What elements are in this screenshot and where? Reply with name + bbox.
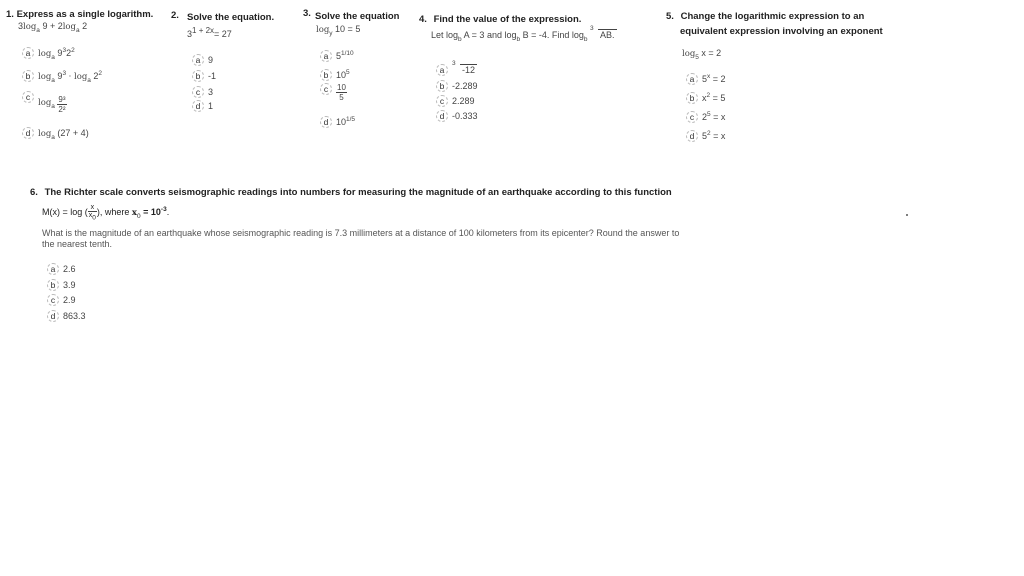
option-letter: d bbox=[320, 116, 332, 128]
option-letter: a bbox=[192, 54, 204, 66]
q4-heading bbox=[419, 14, 581, 25]
option-letter: a bbox=[436, 64, 448, 76]
q5-option-a[interactable]: a 5$^x$ = 2 bbox=[686, 73, 726, 85]
option-letter: d bbox=[192, 100, 204, 112]
q2-number: 2. bbox=[171, 10, 179, 21]
option-letter: c bbox=[436, 95, 448, 107]
option-letter: b bbox=[320, 69, 332, 81]
q1-number: 1. bbox=[6, 9, 14, 20]
option-letter: b bbox=[436, 80, 448, 92]
option-letter: a bbox=[320, 50, 332, 62]
option-letter: a bbox=[22, 47, 34, 59]
q6-body-line2: the nearest tenth. bbox=[42, 239, 113, 249]
q5-title-line1: Change the logarithmic expression to an bbox=[680, 11, 865, 22]
q2-option-d[interactable]: d 1 bbox=[192, 100, 213, 112]
q5-number: 5. bbox=[666, 11, 674, 22]
q3-option-b[interactable]: b $10^5$ bbox=[320, 69, 350, 81]
q3-title: Solve the equation bbox=[315, 11, 400, 22]
q1-option-c[interactable]: clog$_a$ $\frac{\text{9³}}{\text{2²}}$ bbox=[22, 91, 67, 114]
q5-option-b[interactable]: b $x^2 = 5$ bbox=[686, 92, 725, 104]
q6-number: 6. bbox=[30, 187, 38, 198]
q3-equation: $\log_y 10 = 5$ bbox=[316, 24, 361, 37]
q5-heading bbox=[666, 11, 864, 22]
q6-heading bbox=[30, 187, 672, 198]
option-letter: c bbox=[686, 111, 698, 123]
q2-option-b[interactable]: b -1 bbox=[192, 70, 216, 82]
q5-option-d[interactable]: d $5^2 = x$ bbox=[686, 130, 725, 142]
q6-title: The Richter scale converts seismographic readings into numbers for measuring the magnitude of an earthquake according to this function bbox=[44, 187, 672, 198]
q5-title-line2: equivalent expression involving an exponent bbox=[680, 26, 883, 37]
q1-heading bbox=[6, 9, 153, 20]
q3-number: 3. bbox=[303, 8, 311, 19]
q2-option-a[interactable]: a 9 bbox=[192, 54, 213, 66]
option-letter: a bbox=[686, 73, 698, 85]
q2-equation: $3^{1 + 2x}= 27$ bbox=[187, 26, 232, 39]
option-letter: d bbox=[22, 127, 34, 139]
q2-option-c[interactable]: c 3 bbox=[192, 86, 213, 98]
q1-expression: $3\log_a$ $9 + 2\log_a$ 2 bbox=[18, 21, 88, 34]
option-letter: b bbox=[686, 92, 698, 104]
option-letter: c bbox=[320, 83, 332, 95]
q4-title: Find the value of the expression. bbox=[433, 14, 582, 25]
stray-dot bbox=[906, 214, 908, 216]
option-letter: d bbox=[686, 130, 698, 142]
q5-option-c[interactable]: c $2^5 = x$ bbox=[686, 111, 725, 123]
option-letter: c bbox=[22, 91, 34, 103]
option-letter: b bbox=[22, 70, 34, 82]
q3-option-c[interactable]: c $\frac{10}{5}$ bbox=[320, 83, 347, 102]
option-letter: d bbox=[436, 110, 448, 122]
option-letter: b bbox=[192, 70, 204, 82]
option-letter: c bbox=[47, 294, 59, 306]
q2-title: Solve the equation. bbox=[187, 12, 275, 23]
q4-option-a[interactable]: a 3 -12 bbox=[436, 62, 477, 76]
option-letter: d bbox=[47, 310, 59, 322]
q1-title: Express as a single logarithm. bbox=[16, 9, 154, 20]
q3-option-d[interactable]: d $10^{1/5}$ bbox=[320, 116, 355, 128]
q4-option-b[interactable]: b -2.289 bbox=[436, 80, 478, 92]
option-letter: b bbox=[47, 279, 59, 291]
option-letter: c bbox=[192, 86, 204, 98]
q6-option-d[interactable]: d 863.3 bbox=[47, 310, 86, 322]
q6-option-b[interactable]: b 3.9 bbox=[47, 279, 76, 291]
q1-option-b[interactable]: b $\log_a 9^3 \cdot \log_a 2^2$ bbox=[22, 70, 102, 84]
q4-given: Let $\log_b A = 3$ and $\log_b B = -4$. Find $\log_b$ 3 AB. bbox=[431, 25, 615, 43]
q3-option-a[interactable]: a $5^{1/10}$ bbox=[320, 50, 354, 62]
q4-option-d[interactable]: d -0.333 bbox=[436, 110, 478, 122]
q1-option-a[interactable]: a $\log_a 9^32^2$ bbox=[22, 47, 75, 61]
q4-option-c[interactable]: c 2.289 bbox=[436, 95, 475, 107]
q6-option-c[interactable]: c 2.9 bbox=[47, 294, 76, 306]
q6-function: M(x) = log ( $\frac{x}{x_0}$ ), where $x_0 = 10^{-3}$. bbox=[42, 204, 170, 222]
q5-equation: $\log_5 x = 2$ bbox=[682, 48, 722, 61]
q1-option-d[interactable]: d $\log_a (27 + 4)$ bbox=[22, 127, 89, 141]
q6-body-line1: What is the magnitude of an earthquake whose seismographic reading is 7.3 millimeters at a distance of 100 kilometers from its epicenter? Round the answer to bbox=[42, 228, 680, 238]
option-letter: a bbox=[47, 263, 59, 275]
q4-number: 4. bbox=[419, 14, 427, 25]
q6-option-a[interactable]: a 2.6 bbox=[47, 263, 76, 275]
